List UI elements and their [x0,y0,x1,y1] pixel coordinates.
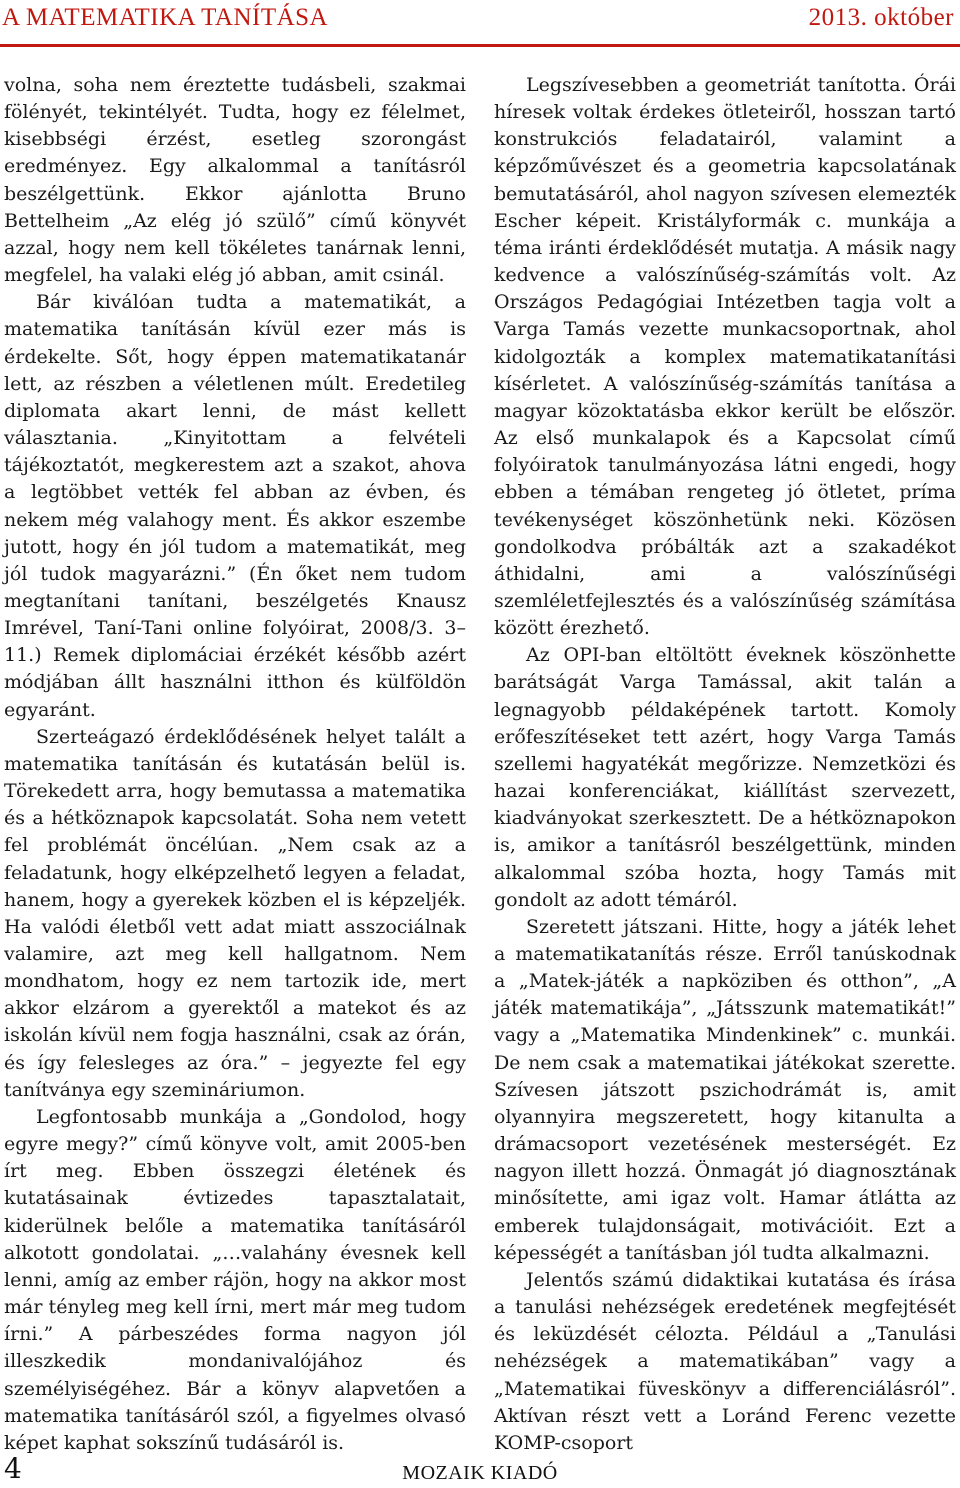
right-column [494,72,956,1457]
header-rule [0,44,960,47]
paragraph: Bár kiválóan tudta a matematikát, a matematika tanításán kívül ezer más is érdekelte. Sőt, hogy éppen matematikatanár lett, az részben a véletlenen múlt. Eredetileg diplomata akart lenni, de mást kellett választania. „Kinyitottam a felvételi tájékoztatót, megkerestem azt a szakot, ahova a legtöbbet vették fel abban az évben, és nekem még valahogy ment. És akkor eszembe jutott, hogy én jól tudom a matematikát, meg jól tudok magyarázni.” (Én őket nem tudom megtanítani tanítani, beszélgetés Knausz Imrével, Taní-Tani online folyóirat, 2008/3. 3–11.) Remek diplomáciai érzékét később azért módjában állt használni itthon és külföldön egyaránt. [4,291,466,721]
left-column [4,72,466,1457]
issue-date: 2013. október [808,4,954,31]
paragraph: volna, soha nem éreztette tudásbeli, szakmai fölényét, tekintélyét. Tudta, hogy ez félelmet, kisebbségi érzést, esetleg szorongást eredményez. Egy alkalommal a tanításról beszélgettünk. Ekkor ajánlotta Bruno Bettelheim „Az elég jó szülő” című könyvét azzal, hogy nem kell tökéletes tanárnak lenni, megfelel, ha valaki elég jó abban, amit csinál. [4,74,466,287]
paragraph: Legszívesebben a geometriát tanította. Órái híresek voltak érdekes ötleteiről, hosszan tartó konstrukciós feladatairól, valamint a képzőművészet és a geometria kapcsolatának bemutatásáról, ahol nagyon szívesen elemezték Escher képeit. Kristályformák c. munkája a téma iránti érdeklődését mutatja. A másik nagy kedvence a valószínűség-számítás volt. Az Országos Pedagógiai Intézetben tagja volt a Varga Tamás vezette munkacsoportnak, ahol kidolgozták a komplex matematikatanítási kísérletet. A valószínűség-számítás tanítása a magyar közoktatásba ekkor került be először. Az első munkalapok és a Kapcsolat című folyóiratok tanulmányozása látni engedi, hogy ebben a témában rengeteg jó ötletet, príma tevékenységet köszönhetünk neki. Közösen gondolkodva próbálták azt a szakadékot áthidalni, ami a valószínűségi szemléletfejlesztés és a valószínűség számítása között érezhető. [494,74,956,640]
paragraph: Jelentős számú didaktikai kutatása és írása a tanulási nehézségek eredetének megfejtését és leküzdését célozta. Például a „Tanulási nehézségek a matematikában” vagy a „Matematikai füveskönyv a differenciálásról”. Aktívan részt vett a Loránd Ferenc vezette KOMP-csoport [494,1268,956,1454]
paragraph: Szeretett játszani. Hitte, hogy a játék lehet a matematikatanítás része. Erről tanúskodnak a „Matek-játék a napköziben és otthon”, „A játék matematikája”, „Játsszunk matematikát!” vagy a „Matematika Mindenkinek” c. munkái. De nem csak a matematikai játékokat szerette. Szívesen játszott pszichodrámát is, amit olyannyira megszeretett, hogy kitanulta a drámacsoport vezetésének mesterségét. Ez nagyon illett hozzá. Önmagát jó diagnosztának minősítette, ami igaz volt. Hamar átlátta az emberek tulajdonságait, motivációit. Ezt a képességét a tanításban jól tudta alkalmazni. [494,915,956,1264]
page-number: 4 [4,1452,22,1485]
paragraph: Az OPI-ban eltöltött éveknek köszönhette barátságát Varga Tamással, akit talán a legnagyobb példaképének tartott. Komoly erőfeszítéseket tett azért, hogy Varga Tamás szellemi hagyatékát megőrizze. Nemzetközi és hazai konferenciákat, kiállítást szervezett, kiadványokat szerkesztett. De a hétköznapokon is, amikor a tanításról beszélgettünk, minden alkalommal szóba hozta, hogy Tamás mit gondolt az adott témáról. [494,644,956,911]
paragraph: Szerteágazó érdeklődésének helyet talált a matematika tanításán és kutatásán belül is. Törekedett arra, hogy bemutassa a matematika és a hétköznapok kapcsolatát. Soha nem vetett fel problémát öncélúan. „Nem csak az a feladatunk, hogy elképzelhető legyen a feladat, hanem, hogy a gyerekek közben el is képzeljék. Ha valódi életből vett adat miatt asszociálnak valamire, azt meg kell hallgatnom. Nem mondhatom, hogy ez nem tartozik ide, mert akkor elzárom a gyerektől a matekot és az iskolán kívül nem fogja használni, csak az órán, és így felesleges az óra.” – jegyezte fel egy tanítványa egy szemináriumon. [4,725,466,1101]
publisher-name: MOZAIK KIADÓ [402,1462,558,1484]
paragraph: Legfontosabb munkája a „Gondolod, hogy egyre megy?” című könyve volt, amit 2005-ben írt meg. Ebben összegzi életének és kutatásainak évtizedes tapasztalatait, kiderülnek belőle a matematika tanításáról alkotott gondolatai. „…valahány évesnek kell lenni, amíg az ember rájön, hogy na akkor most már tényleg meg kell írni, mert már meg tudom írni.” A párbeszédes forma nagyon jól illeszkedik mondanivalójához és személyiségéhez. Bár a könyv alapvetően a matematika tanításáról szól, a figyelmes olvasó képet kaphat sokszínű tudásáról is. [4,1105,466,1454]
page-header [0,0,960,40]
journal-title: A MATEMATIKA TANÍTÁSA [2,4,329,31]
